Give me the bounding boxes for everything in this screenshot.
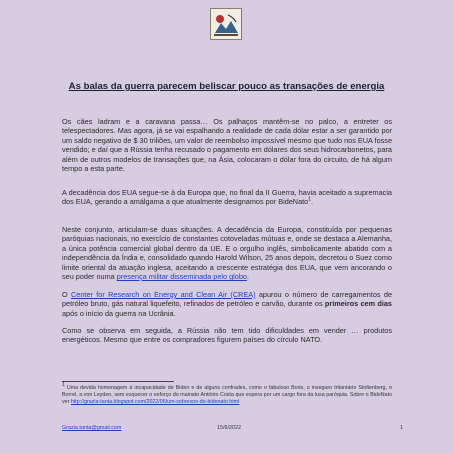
footnote-link[interactable]: http://grazia-tanta.blogspot.com/2022/05/um-sobrevoo-do-bidenato.html [70,399,240,406]
paragraph-2 [62,188,392,207]
paragraph-4-mid: apurou o número de carregamentos de petróleo bruto, gás natural liquefeito, refinados de petróleo e carvão, durante os [62,290,392,309]
paragraph-1: Os cães ladram e a caravana passa… Os palhaços mantêm-se no palco, a entreter os telespectadores. Mas agora, já se vai espalhando a realidade de cada dólar estar a ser garantido por um saldo negativo de $ 30 triliões, um valor de reembolso impossível mesmo que tudo nos EUA fosse vendido; e daí que a Rússia tenha recusado o pagamento em dólares dos seus hidrocarbonetos, para além de outros modelos de transações que, na Ásia, colocaram o dólar fora do circuito, de há algum tempo a esta parte. [62,117,392,174]
paragraph-4-end: após o início da guerra na Ucrânia. [62,308,176,318]
footer-date: 15/6/2022 [217,425,241,431]
footnote-ref[interactable]: 1 [308,196,312,203]
paragraph-4-bold: primeiros cem dias [324,299,392,309]
paragraph-5: Como se observa em seguida, a Rússia não tem tido dificuldades em vender … produtos energéticos. Mesmo que entre os compradores figurem países do círculo NATO. [62,326,392,345]
page-number: 1 [400,425,403,431]
paragraph-3-text: Neste conjunto, articulam-se duas situações. A decadência da Europa, constituída por pequenas paróquias nacionais, no exercício de constantes cotoveladas mútuas e, onde se destaca a Alemanha, a única potência comercial global dentro da UE. E o orgulho inglês, simbolicamente abatido com a independência da Índia e, consolidado quando Harold Wilson, 25 anos depois, decretou o Suez como limite oriental da atuação inglesa, aceitando a crescente estratégia dos EUA, que vem ancorando o seu poder numa [62,225,392,282]
logo [210,8,242,40]
military-presence-link[interactable]: presença militar disseminada pelo globo [116,272,247,282]
footnote [62,382,392,406]
paragraph-2-text: A decadência dos EUA segue-se à da Europa que, no final da II Guerra, havia aceitado a supremacia dos EUA, gerando a amálgama a que atualmente designamos por BideNato [62,188,392,207]
paragraph-2-end: . [311,197,314,207]
paragraph-3 [62,225,392,281]
document-title: As balas da guerra parecem beliscar pouco as transações de energia [68,81,385,92]
paragraph-3-end: . [246,272,249,282]
footnote-separator [62,381,174,382]
footer-email-link[interactable]: Grazia.tanta@gmail.com [62,425,122,431]
paragraph-4-start: O [62,290,72,299]
crea-link[interactable]: Center for Research on Energy and Clean Air (CREA) [71,290,256,299]
footnote-text: Uma devida homenagem à incapacidade de Biden e de alguns confrades, como o fabuloso Boris, o inseguro tritantário Stoltenberg, o Borrel, a von Leyden, sem esquecer o esforço do mainato António Costa que espera por um cargo fora da lusa paróquia. Sobre o BideNato ver [62,385,392,406]
paragraph-4 [62,290,392,318]
footnote-number: 1 [62,382,65,389]
